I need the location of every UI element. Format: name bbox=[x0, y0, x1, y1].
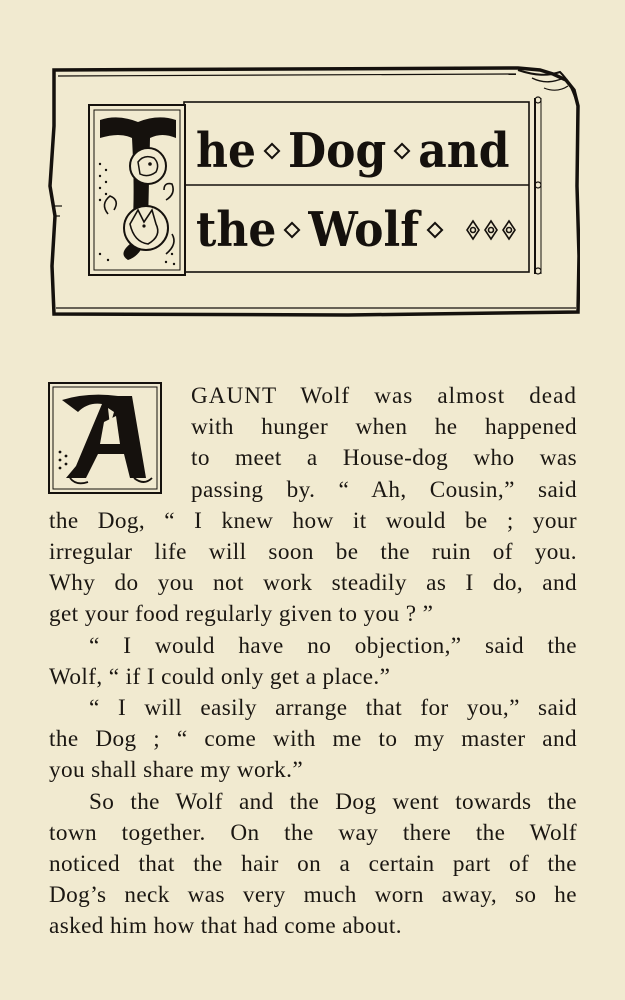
text-line: Wolf, “ if I could only get a place.” bbox=[49, 663, 391, 690]
story-text bbox=[49, 381, 577, 943]
title-word-he: he bbox=[196, 123, 256, 179]
title-line-2 bbox=[196, 202, 517, 258]
text-line: you shall share my work.” bbox=[49, 757, 304, 784]
title-word-the: the bbox=[196, 202, 277, 258]
paragraph bbox=[49, 381, 577, 631]
text-line: with hunger when he happened bbox=[191, 414, 577, 441]
decorated-initial-t bbox=[88, 104, 186, 276]
text-line: asked him how that had come about. bbox=[49, 913, 402, 940]
text-line: passing by. “ Ah, Cousin,” said bbox=[191, 476, 577, 503]
title-line-1 bbox=[196, 123, 510, 179]
text-line: to meet a House-dog who was bbox=[191, 445, 577, 472]
text-line: noticed that the hair on a certain part of the bbox=[49, 851, 577, 878]
text-line: So the Wolf and the Dog went towards the bbox=[89, 788, 577, 815]
paragraph bbox=[49, 787, 577, 943]
text-line: Why do you not work steadily as I do, and bbox=[49, 570, 577, 597]
paragraph bbox=[49, 631, 577, 693]
text-line: the Dog, “ I knew how it would be ; your bbox=[49, 507, 577, 534]
diamond-ornament bbox=[394, 142, 411, 159]
trailing-ornament-icon bbox=[465, 219, 517, 241]
paragraph bbox=[49, 693, 577, 787]
title-word-and: and bbox=[418, 123, 510, 179]
text-line: town together. On the way there the Wolf bbox=[49, 819, 577, 846]
text-line: the Dog ; “ come with me to my master and bbox=[49, 726, 577, 753]
text-line: “ I would have no objection,” said the bbox=[89, 632, 577, 659]
text-line: GAUNT Wolf was almost dead bbox=[191, 383, 577, 409]
text-line: Dog’s neck was very much worn away, so he bbox=[49, 882, 577, 909]
text-line: get your food regularly given to you ? ” bbox=[49, 601, 434, 628]
text-line: irregular life will soon be the ruin of you. bbox=[49, 539, 577, 566]
diamond-ornament bbox=[284, 221, 301, 238]
diamond-ornament bbox=[263, 142, 280, 159]
diamond-ornament bbox=[427, 221, 444, 238]
text-line: “ I will easily arrange that for you,” said bbox=[89, 695, 577, 722]
title-banner bbox=[48, 66, 580, 318]
title-word-dog: Dog bbox=[287, 123, 387, 179]
title-word-wolf: Wolf bbox=[308, 202, 420, 258]
